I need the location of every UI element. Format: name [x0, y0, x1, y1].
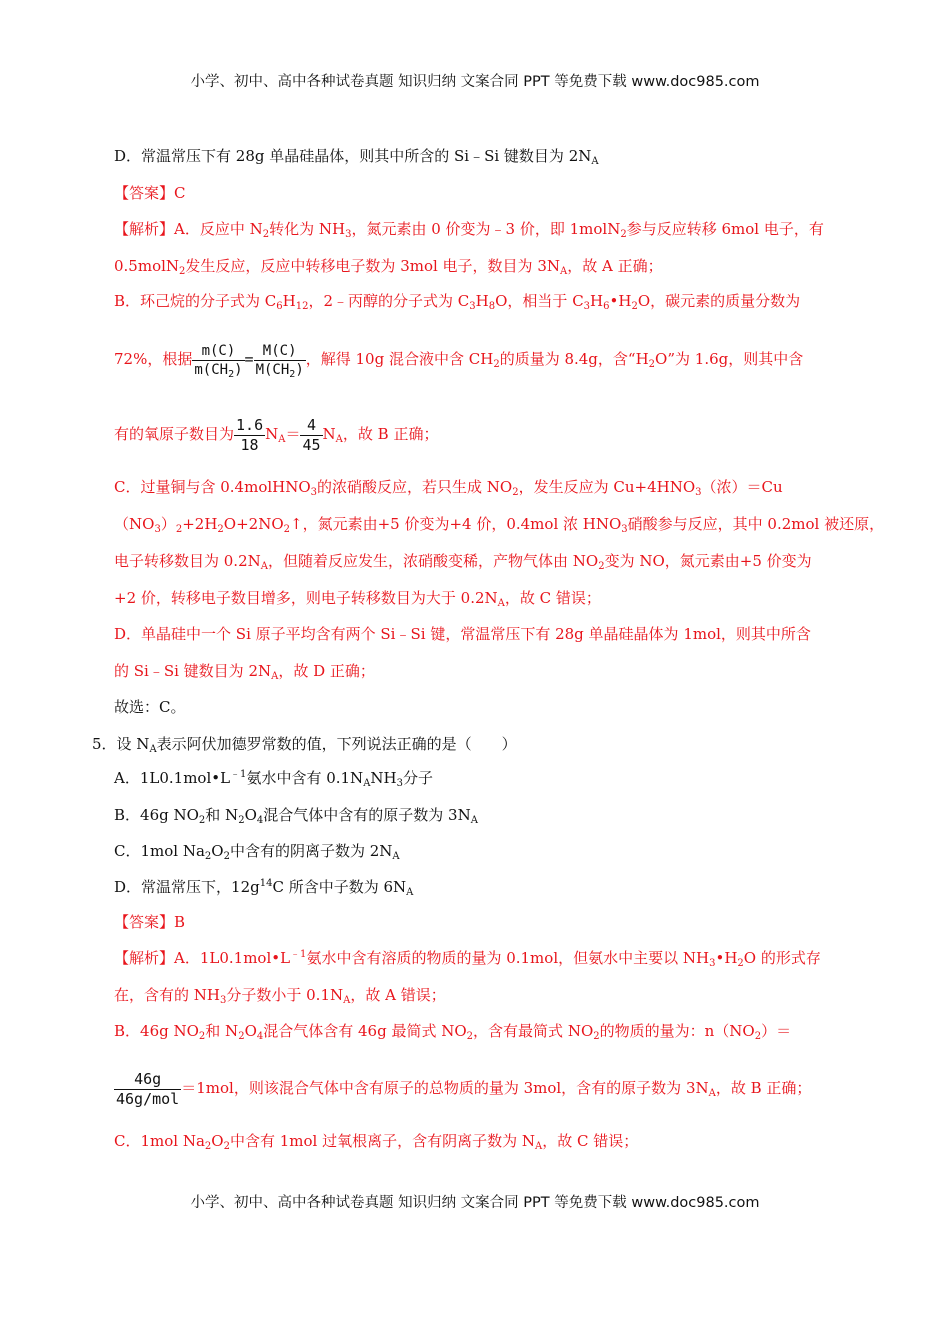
q5-answer: 【答案】B — [114, 913, 186, 931]
q5-option-c: C．1mol $Na_2O_2$中含有的阴离子数为 $2N_A$ — [114, 842, 400, 862]
q4-explanation-c-line4: +2 价，转移电子数目增多，则电子转移数目为大于 $0.2N_A$，故 C 错误； — [114, 589, 601, 609]
simplified-fraction: $\frac{4}{45}$ — [302, 415, 321, 454]
q4-explanation-c-line2: $(NO_3)_2+2H_2O+2NO_2↑$，氮元素由+5 价变为+4 价，0.4mol 浓 $HNO_3$硝酸参与反应，其中 0.2mol 被还原， — [114, 515, 885, 535]
q4-explanation-a-line1: 【解析】A．反应中 $N_2$转化为 $NH_3$，氮元素由 0 价变为﹣3 价，即 1molN$_2$参与反应转移 6mol 电子，有 — [114, 220, 824, 240]
molar-mass-ratio-fraction: $\frac{M(C)}{M(CH_2)}$ — [255, 342, 304, 380]
q5-explanation-b-line1: B．46g $NO_2$和 $N_2O_4$混合气体含有 46g 最简式 $NO_2$，含有最简式 $NO_2$的物质的量为：$n(NO_2)=$ — [114, 1022, 792, 1042]
page-header: 小学、初中、高中各种试卷真题 知识归纳 文案合同 PPT 等免费下载 www.doc985.com — [190, 74, 760, 90]
q4-choice: 故选：C。 — [114, 698, 186, 716]
q4-explanation-b-line2: 72%，根据 $\frac{m(C)}{m(CH_2)}$ = $\frac{M(C)}{M(CH_2)}$ ，解得 10g 混合液中含 $CH_2$的质量为 8.4g，含“$H_2O$”为 1.6g，则其中含 — [114, 342, 804, 380]
moles-fraction: $\frac{46g}{\text{46g/mol}}$ — [116, 1069, 180, 1108]
q5-explanation-c-line1: C．1mol $Na_2O_2$中含有 1mol 过氧根离子，含有阴离子数为 $N_A$，故 C 错误； — [114, 1132, 639, 1152]
q4-explanation-b-line1: B．环己烷的分子式为 $C_6H_{12}$，2﹣丙醇的分子式为 $C_3H_8O$，相当于 $C_3H_6•H_2O$，碳元素的质量分数为 — [114, 292, 801, 312]
q4-option-d: D．常温常压下有 28g 单晶硅晶体，则其中所含的 Si﹣Si 键数目为 $2N_A$ — [114, 147, 599, 167]
q4-explanation-d-line2: 的 Si﹣Si 键数目为 $2N_A$，故 D 正确； — [114, 662, 375, 682]
q4-explanation-c-line3: 电子转移数目为 $0.2N_A$，但随着反应发生，浓硝酸变稀，产物气体由 $NO_2$变为 NO，氮元素由+5 价变为 — [114, 552, 812, 572]
mass-ratio-fraction: $\frac{m(C)}{m(CH_2)}$ — [194, 342, 243, 380]
q5-explanation-a-line2: 在，含有的 $NH_3$分子数小于 $0.1N_A$，故 A 错误； — [114, 986, 446, 1006]
q4-explanation-d-line1: D．单晶硅中一个 Si 原子平均含有两个 Si﹣Si 键，常温常压下有 28g 单晶硅晶体为 1mol，则其中所含 — [114, 625, 811, 643]
q4-answer: 【答案】C — [114, 184, 186, 202]
q5-option-d: D．常温常压下，$12g^{14}C$ 所含中子数为 $6N_A$ — [114, 878, 414, 898]
q4-explanation-c-line1: C．过量铜与含 0.4molHNO$_3$的浓硝酸反应，若只生成 $NO_2$，发生反应为 $Cu+4HNO_3$（浓）＝Cu — [114, 478, 783, 498]
q4-explanation-a-line2: 0.5molN$_2$发生反应，反应中转移电子数为 3mol 电子，数目为 $3N_A$，故 A 正确； — [114, 257, 663, 277]
oxygen-moles-fraction: $\frac{1.6}{18}$ — [236, 415, 264, 454]
page-footer: 小学、初中、高中各种试卷真题 知识归纳 文案合同 PPT 等免费下载 www.doc985.com — [190, 1195, 760, 1211]
q5-option-b: B．46g $NO_2$和 $N_2O_4$混合气体中含有的原子数为 $3N_A$ — [114, 806, 478, 826]
q5-option-a: A．$1L0.1mol•L^{﹣1}$氨水中含有 $0.1N_ANH_3$分子 — [114, 769, 434, 789]
q5-explanation-b-line2: $\frac{46g}{\text{46g/mol}}$ ＝1mol，则该混合气体中含有原子的总物质的量为 3mol，含有的原子数为 $3N_A$，故 B 正确； — [116, 1069, 812, 1108]
q4-explanation-b-line3: 有的氧原子数目为 $\frac{1.6}{18}$ $N_A=$ $\frac{4}{45}$ $N_A$，故 B 正确； — [114, 415, 439, 454]
q5-stem: 5．设 $N_A$表示阿伏加德罗常数的值，下列说法正确的是（ ） — [92, 735, 517, 755]
q5-explanation-a-line1: 【解析】A．$1L0.1mol•L^{﹣1}$氨水中含有溶质的物质的量为 0.1mol，但氨水中主要以 $NH_3•H_2O$ 的形式存 — [114, 949, 821, 969]
